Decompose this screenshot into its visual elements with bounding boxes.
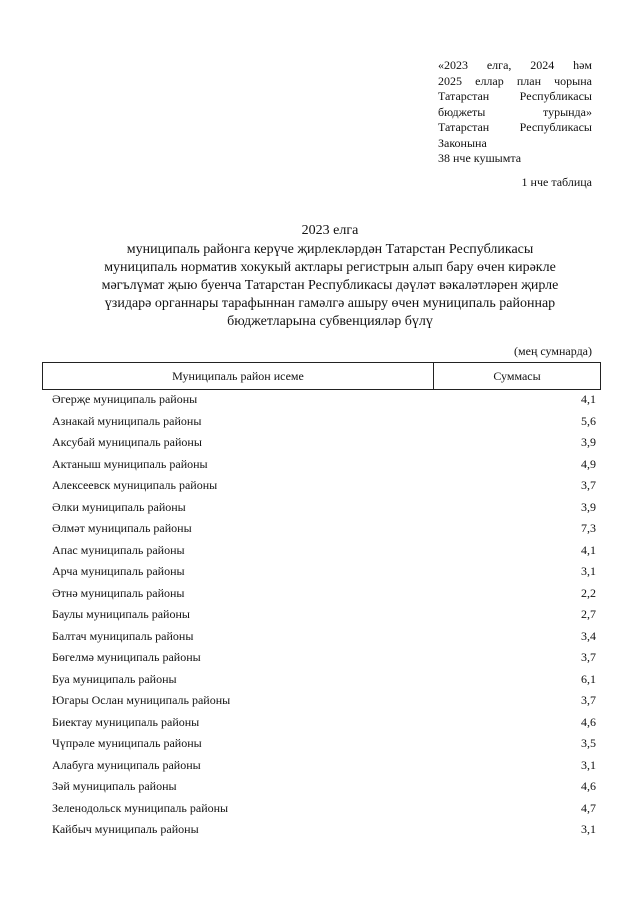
table-row	[52, 497, 596, 519]
district-name: Актаныш муниципаль районы	[52, 456, 208, 471]
amount-value: 4,9	[581, 456, 596, 471]
amount-value: 2,2	[581, 585, 596, 600]
table-row	[52, 690, 596, 712]
table-row	[52, 669, 596, 691]
table-row	[52, 518, 596, 540]
table-row	[52, 819, 596, 841]
table-row	[52, 389, 596, 411]
district-name: Әтнә муниципаль районы	[52, 585, 185, 600]
table-row	[52, 561, 596, 583]
table-row	[52, 733, 596, 755]
table-row	[52, 411, 596, 433]
table-row	[52, 712, 596, 734]
table-body	[52, 389, 596, 841]
unit-label: (мең сумнарда)	[514, 344, 592, 358]
amount-value: 3,9	[581, 499, 596, 514]
district-name: Алексеевск муниципаль районы	[52, 478, 218, 493]
title-year: 2023 елга	[301, 223, 359, 238]
district-name: Буа муниципаль районы	[52, 671, 177, 686]
district-name: Әлки муниципаль районы	[52, 499, 186, 514]
amount-value: 4,1	[581, 542, 596, 557]
annex-line: «2023 елга, 2024 һәм	[438, 58, 592, 72]
district-name: Апас муниципаль районы	[52, 542, 185, 557]
district-name: Бөгелмә муниципаль районы	[52, 650, 201, 665]
document-title	[60, 222, 600, 331]
amount-value: 6,1	[581, 671, 596, 686]
title-line: муниципаль норматив хокукый актлары регистрын алып бару өчен кирәкле	[104, 260, 556, 275]
amount-value: 3,7	[581, 693, 596, 708]
header-amount: Суммасы	[493, 368, 541, 383]
district-name: Баулы муниципаль районы	[52, 607, 190, 622]
district-name: Әлмәт муниципаль районы	[52, 521, 192, 536]
amount-value: 4,1	[581, 392, 596, 407]
amount-value: 3,1	[581, 822, 596, 837]
header-district-name: Муниципаль район исеме	[43, 363, 434, 389]
amount-value: 4,6	[581, 779, 596, 794]
amount-value: 7,3	[581, 521, 596, 536]
district-name: Балтач муниципаль районы	[52, 628, 194, 643]
district-name: Азнакай муниципаль районы	[52, 413, 202, 428]
amount-value: 3,1	[581, 564, 596, 579]
table-row	[52, 454, 596, 476]
annex-line: Законына	[438, 135, 487, 150]
table-row	[52, 755, 596, 777]
table-row	[52, 626, 596, 648]
amount-value: 2,7	[581, 607, 596, 622]
title-line: бюджетларына субвенцияләр бүлү	[227, 314, 433, 329]
district-name: Югары Ослан муниципаль районы	[52, 693, 231, 708]
amount-value: 4,7	[581, 800, 596, 815]
table-row	[52, 540, 596, 562]
amount-value: 3,4	[581, 628, 596, 643]
amount-value: 3,9	[581, 435, 596, 450]
district-name: Зәй муниципаль районы	[52, 779, 177, 794]
table-row	[52, 647, 596, 669]
district-name: Зеленодольск муниципаль районы	[52, 800, 229, 815]
district-name: Чүпрәле муниципаль районы	[52, 736, 202, 751]
law-annex-reference	[438, 58, 592, 167]
annex-line: Татарстан Республикасы	[438, 120, 592, 134]
title-line: үзидарә органнары тарафыннан гамәлгә ашыру өчен муниципаль районнар	[104, 296, 556, 311]
amount-value: 5,6	[581, 413, 596, 428]
district-name: Кайбыч муниципаль районы	[52, 822, 199, 837]
district-name: Арча муниципаль районы	[52, 564, 185, 579]
annex-line: 2025 еллар план чорына	[438, 73, 592, 88]
amount-value: 3,5	[581, 736, 596, 751]
table-row	[52, 475, 596, 497]
annex-line: Татарстан Республикасы	[438, 89, 592, 103]
table-row	[52, 798, 596, 820]
table-row	[52, 604, 596, 626]
district-name: Биектау муниципаль районы	[52, 714, 200, 729]
district-name: Аксубай муниципаль районы	[52, 435, 202, 450]
table-row	[52, 583, 596, 605]
table-header	[42, 362, 601, 390]
amount-value: 3,7	[581, 650, 596, 665]
table-row	[52, 432, 596, 454]
district-name: Алабуга муниципаль районы	[52, 757, 201, 772]
title-line: мәгълүмат җыю буенча Татарстан Республикасы дәүләт вәкаләтләрен җирле	[101, 278, 559, 293]
district-name: Әгерҗе муниципаль районы	[52, 392, 198, 407]
annex-line: бюджеты турында»	[438, 104, 592, 119]
title-line: муниципаль районга керүче җирлекләрдән Татарстан Республикасы	[126, 242, 534, 257]
amount-value: 3,7	[581, 478, 596, 493]
amount-value: 4,6	[581, 714, 596, 729]
table-row	[52, 776, 596, 798]
table-number: 1 нче таблица	[521, 175, 592, 189]
annex-number: 38 нче кушымта	[438, 151, 522, 165]
amount-value: 3,1	[581, 757, 596, 772]
